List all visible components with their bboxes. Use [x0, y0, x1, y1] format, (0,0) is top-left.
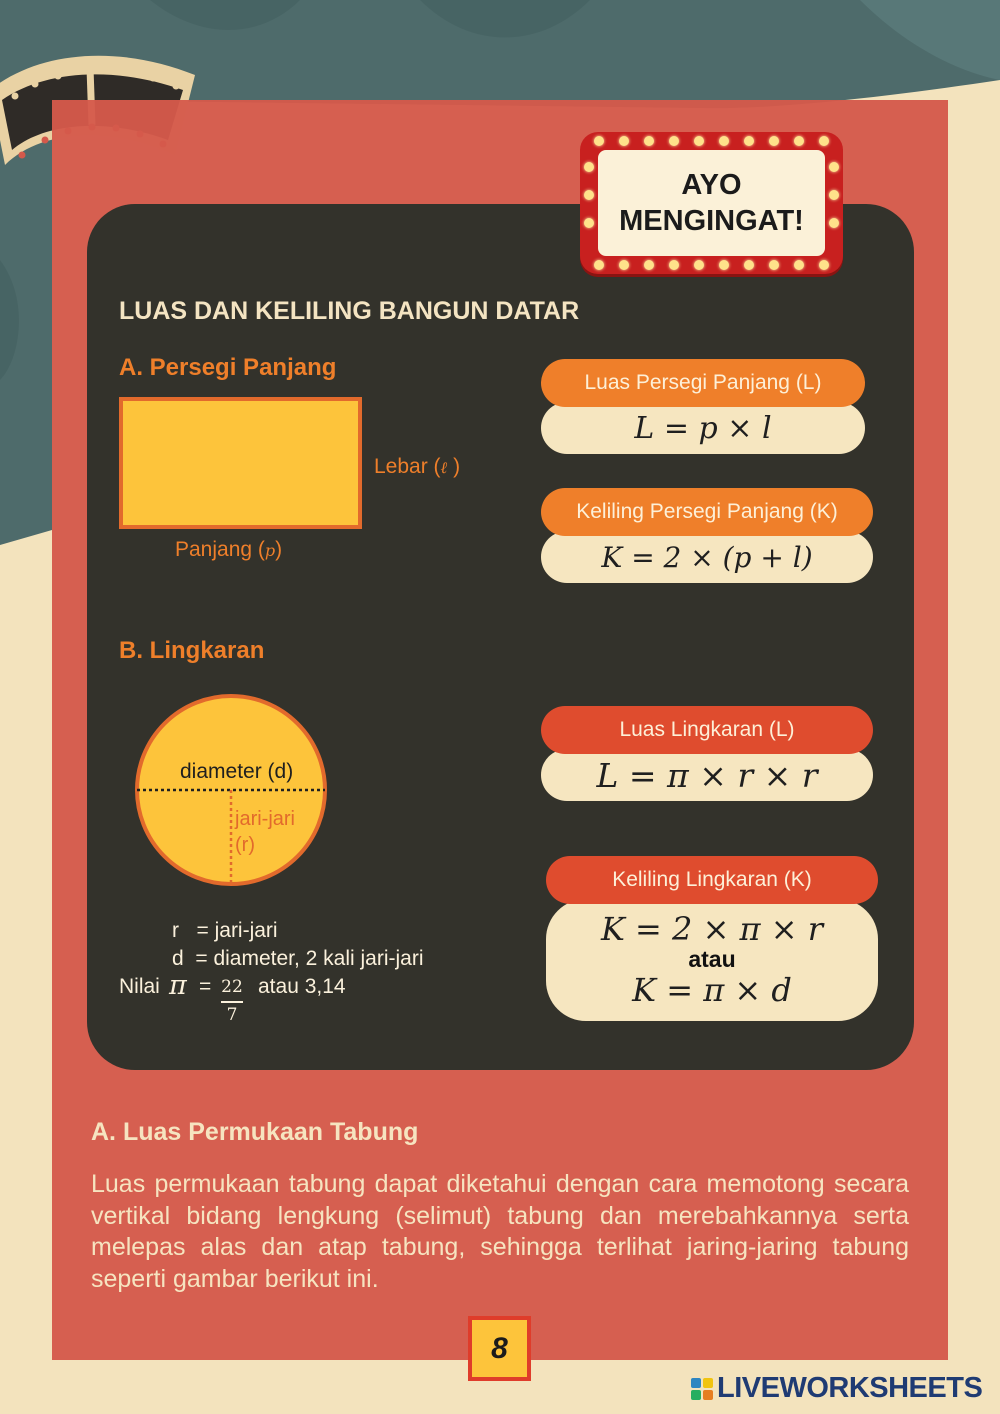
- luas-lingkaran-header: Luas Lingkaran (L): [541, 706, 873, 754]
- legend-pi-equals: =: [199, 975, 212, 998]
- rectangle-diagram: [119, 397, 362, 529]
- panjang-close: ): [275, 538, 283, 561]
- lebar-close: ): [453, 455, 461, 478]
- bulb-icon: [719, 260, 729, 270]
- circle-diagram: [130, 690, 335, 895]
- radius-label-line2: (r): [235, 834, 255, 856]
- liveworksheets-icon: [691, 1378, 713, 1400]
- bulb-icon: [769, 136, 779, 146]
- bulb-icon: [744, 136, 754, 146]
- keliling-lingkaran-formula-1: K = 2 × π × r: [600, 910, 824, 948]
- keliling-or-label: atau: [688, 946, 736, 972]
- bulb-icon: [619, 260, 629, 270]
- legend-pi-suffix: atau 3,14: [258, 975, 346, 998]
- lebar-label: [374, 455, 460, 479]
- panjang-label: [175, 538, 282, 562]
- sign-line-2: MENGINGAT!: [619, 205, 804, 237]
- keliling-lingkaran-header: Keliling Lingkaran (K): [546, 856, 878, 904]
- bulb-icon: [644, 136, 654, 146]
- lebar-symbol: ℓ: [440, 458, 448, 477]
- legend-diameter: d = diameter, 2 kali jari-jari: [172, 947, 424, 970]
- liveworksheets-logo: [691, 1372, 982, 1405]
- bulb-icon: [584, 162, 594, 172]
- keliling-lingkaran-formula-2: K = π × d: [632, 971, 792, 1009]
- liveworksheets-text: LIVEWORKSHEETS: [717, 1372, 983, 1404]
- bulb-icon: [619, 136, 629, 146]
- legend-pi-prefix: Nilai: [119, 975, 160, 998]
- bulb-icon: [584, 190, 594, 200]
- bulb-icon: [594, 136, 604, 146]
- main-title: LUAS DAN KELILING BANGUN DATAR: [119, 297, 580, 325]
- bulb-icon: [719, 136, 729, 146]
- bulb-icon: [584, 218, 594, 228]
- bulb-icon: [594, 260, 604, 270]
- luas-persegi-panjang-formula: L = p × l: [541, 402, 865, 454]
- bulb-icon: [744, 260, 754, 270]
- description-text: Luas permukaan tabung dapat diketahui dengan cara memotong secara vertikal bidang lengkung (selimut) tabung dan merebahkannya serta melepas alas dan atap tabung, sehingga terlihat jaring-jaring tabung seperti gambar berikut ini.: [91, 1170, 909, 1293]
- panjang-symbol: p: [264, 541, 276, 560]
- luas-persegi-panjang-header: Luas Persegi Panjang (L): [541, 359, 865, 407]
- sign-text-area: [598, 150, 825, 256]
- bulb-icon: [819, 136, 829, 146]
- keliling-lingkaran-box: [546, 899, 878, 1021]
- bulb-icon: [694, 136, 704, 146]
- legend-radius: r = jari-jari: [172, 919, 278, 942]
- bulb-icon: [829, 162, 839, 172]
- bulb-icon: [669, 136, 679, 146]
- bulb-icon: [669, 260, 679, 270]
- description-title: A. Luas Permukaan Tabung: [91, 1118, 419, 1146]
- fraction-bar: [221, 1001, 243, 1003]
- radius-label-line1: jari-jari: [235, 808, 295, 830]
- radius-label: [235, 806, 295, 858]
- diameter-label: diameter (d): [180, 760, 294, 783]
- bulb-icon: [644, 260, 654, 270]
- bulb-icon: [769, 260, 779, 270]
- bulb-icon: [819, 260, 829, 270]
- sign-line-1: AYO: [681, 169, 742, 201]
- section-b-title: B. Lingkaran: [119, 637, 265, 664]
- bulb-icon: [794, 260, 804, 270]
- bulb-icon: [829, 190, 839, 200]
- bulb-icon: [794, 136, 804, 146]
- pi-fraction-numerator: 22: [221, 977, 243, 997]
- pi-symbol: π: [169, 970, 187, 1001]
- luas-lingkaran-formula: L = π × r × r: [541, 749, 873, 801]
- ayo-mengingat-sign: [580, 132, 843, 274]
- panjang-text: Panjang (: [175, 538, 265, 561]
- lebar-text: Lebar (: [374, 455, 441, 478]
- page-number: 8: [468, 1316, 531, 1381]
- pi-fraction-denominator: 7: [226, 1005, 238, 1025]
- keliling-persegi-panjang-header: Keliling Persegi Panjang (K): [541, 488, 873, 536]
- bulb-icon: [829, 218, 839, 228]
- keliling-persegi-panjang-formula: K = 2 × (p + l): [541, 531, 873, 583]
- bulb-icon: [694, 260, 704, 270]
- section-a-title: A. Persegi Panjang: [119, 354, 337, 381]
